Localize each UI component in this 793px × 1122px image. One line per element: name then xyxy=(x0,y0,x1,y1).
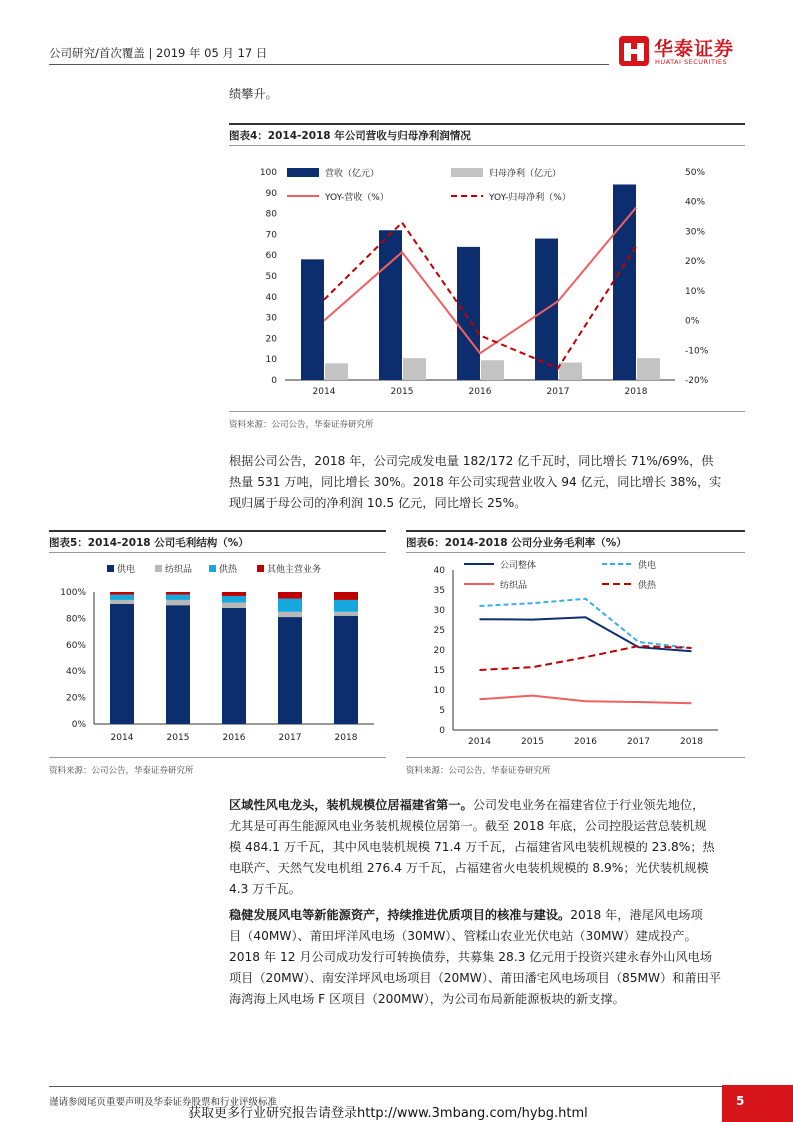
y-tick-label: 10 xyxy=(433,686,445,696)
x-tick-label: 2018 xyxy=(334,733,358,743)
y-right-tick-label: 40% xyxy=(685,197,706,208)
bar-segment xyxy=(110,600,134,604)
x-tick-label: 2016 xyxy=(574,737,597,747)
line-textiles xyxy=(480,696,692,704)
y-left-tick-label: 30 xyxy=(265,313,277,324)
y-left-tick-label: 70 xyxy=(265,230,277,241)
legend-label: 供热 xyxy=(219,565,238,575)
bar-net-profit xyxy=(559,363,582,380)
legend-swatch xyxy=(451,168,483,177)
figure5-chart xyxy=(49,556,386,752)
paragraph-line: 电联产、天然气发电机组 276.4 万千瓦，占福建省火电装机规模的 8.9%；光伏装机规模 xyxy=(229,861,709,875)
y-tick-label: 80% xyxy=(65,614,86,625)
y-left-tick-label: 0 xyxy=(271,376,277,386)
y-tick-label: 100% xyxy=(60,588,86,598)
y-tick-label: 0% xyxy=(71,720,86,730)
y-tick-label: 40% xyxy=(65,667,86,678)
legend-swatch xyxy=(209,565,216,572)
bar-segment xyxy=(334,592,358,600)
y-tick-label: 20% xyxy=(65,693,86,704)
legend-label: 纺织品 xyxy=(500,581,528,591)
bar-segment xyxy=(278,592,302,599)
bar-net-profit xyxy=(481,360,504,380)
figure4-top-rule xyxy=(229,123,745,125)
page-number-badge xyxy=(722,1085,793,1122)
legend-label: 其他主营业务 xyxy=(267,565,322,575)
y-tick-label: 5 xyxy=(439,706,445,716)
bar-segment xyxy=(222,596,246,603)
figure5-bottom-rule xyxy=(49,757,386,758)
header-text: 公司研究/首次覆盖 | 2019 年 05 月 17 日 xyxy=(49,46,268,60)
y-right-tick-label: 0% xyxy=(685,316,700,327)
footer-disclaimer: 谨请参阅尾页重要声明及华泰证券股票和行业评级标准 xyxy=(49,1097,278,1108)
paragraph-line: 2018 年 12 月公司成功发行可转换债券，共募集 28.3 亿元用于投资兴建永春外山风电场 xyxy=(229,950,713,964)
paragraph-revenue xyxy=(229,451,749,514)
bar-segment xyxy=(278,617,302,724)
paragraph-line: 稳健发展风电等新能源资产，持续推进优质项目的核准与建设。2018 年，港尾风电场项 xyxy=(229,908,703,922)
y-left-tick-label: 40 xyxy=(265,292,277,303)
legend-swatch xyxy=(257,565,264,572)
x-tick-label: 2014 xyxy=(312,387,336,397)
y-right-tick-label: 20% xyxy=(685,257,706,268)
bar-segment xyxy=(222,603,246,608)
bar-net-profit xyxy=(325,363,348,380)
y-right-tick-label: 50% xyxy=(685,168,706,178)
y-left-tick-label: 90 xyxy=(265,188,277,199)
paragraph-lead: 稳健发展风电等新能源资产，持续推进优质项目的核准与建设。 xyxy=(229,908,571,922)
legend-swatch xyxy=(107,565,114,572)
x-tick-label: 2016 xyxy=(222,733,246,743)
y-tick-label: 0 xyxy=(439,726,445,736)
figure4-bottom-rule xyxy=(229,411,745,412)
y-right-tick-label: -20% xyxy=(685,376,709,386)
y-right-tick-label: 30% xyxy=(685,227,706,238)
paragraph-line: 海湾海上风电场 F 区项目（200MW），为公司布局新能源板块的新支撑。 xyxy=(229,992,625,1006)
x-tick-label: 2017 xyxy=(278,733,302,743)
figure5-title-rule xyxy=(49,552,386,553)
bar-segment xyxy=(334,612,358,616)
x-tick-label: 2015 xyxy=(521,737,544,747)
legend-label: 供热 xyxy=(638,581,657,591)
y-left-tick-label: 50 xyxy=(265,272,277,282)
paragraph-wind-leader xyxy=(229,795,749,900)
y-tick-label: 30 xyxy=(433,606,445,616)
paragraph-line: 根据公司公告，2018 年，公司完成发电量 182/172 亿千瓦时，同比增长 71%/69%，供 xyxy=(229,454,714,468)
paragraph-line: 现归属于母公司的净利润 10.5 亿元，同比增长 25%。 xyxy=(229,496,527,510)
figure6-title: 图表6：2014-2018 公司分业务毛利率（%） xyxy=(406,537,627,549)
legend-label: 公司整体 xyxy=(500,561,537,571)
x-tick-label: 2017 xyxy=(627,737,650,747)
bar-segment xyxy=(334,600,358,612)
y-tick-label: 40 xyxy=(433,566,445,576)
paragraph-lead: 区域性风电龙头，装机规模位居福建省第一。 xyxy=(229,798,473,812)
bar-revenue xyxy=(613,184,636,380)
paragraph-line: 目（40MW）、莆田坪洋风电场（30MW）、管糅山农业光伏电站（30MW）建成投产。 xyxy=(229,929,697,943)
figure6-top-rule xyxy=(406,530,745,532)
y-left-tick-label: 10 xyxy=(265,355,277,366)
x-tick-label: 2018 xyxy=(624,387,648,397)
y-left-tick-label: 80 xyxy=(265,209,277,220)
bar-net-profit xyxy=(403,358,426,380)
figure4-chart xyxy=(229,150,745,408)
logo-text-cn: 华泰证券 xyxy=(654,38,735,60)
paragraph-line: 项目（20MW）、南安洋坪风电场项目（20MW）、莆田潘宅风电场项目（85MW）和莆田平 xyxy=(229,971,722,985)
y-right-tick-label: -10% xyxy=(685,346,709,357)
paragraph-line: 热量 531 万吨，同比增长 30%。2018 年公司实现营业收入 94 亿元，同比增长 38%，实 xyxy=(229,475,722,489)
header-divider xyxy=(49,64,609,65)
legend-label: 归母净利（亿元） xyxy=(489,169,562,179)
bar-segment xyxy=(222,592,246,596)
legend-swatch xyxy=(155,565,162,572)
figure4-source: 资料来源：公司公告，华泰证券研究所 xyxy=(229,420,374,430)
y-left-tick-label: 100 xyxy=(259,168,277,178)
bar-revenue xyxy=(379,230,402,380)
bar-segment xyxy=(222,608,246,724)
bar-segment xyxy=(110,592,134,595)
paragraph-new-energy xyxy=(229,905,749,1010)
y-tick-label: 35 xyxy=(433,586,445,596)
paragraph-line: 模 484.1 万千瓦，其中风电装机规模 71.4 万千瓦，占福建省风电装机规模的 23.8%；热 xyxy=(229,840,715,854)
y-tick-label: 60% xyxy=(65,640,86,651)
intro-fragment: 绩攀升。 xyxy=(229,87,278,101)
paragraph-line: 区域性风电龙头，装机规模位居福建省第一。公司发电业务在福建省位于行业领先地位， xyxy=(229,798,705,812)
bar-segment xyxy=(278,599,302,612)
y-left-tick-label: 20 xyxy=(265,334,277,345)
bar-segment xyxy=(166,605,190,724)
figure6-title-rule xyxy=(406,552,745,553)
bar-segment xyxy=(166,595,190,600)
page-number: 5 xyxy=(736,1094,745,1108)
logo-text-en: HUATAI SECURITIES xyxy=(655,58,728,66)
figure5-top-rule xyxy=(49,530,386,532)
bar-segment xyxy=(166,600,190,605)
figure5-title: 图表5：2014-2018 公司毛利结构（%） xyxy=(49,537,249,549)
figure6-chart xyxy=(406,556,745,752)
bar-segment xyxy=(334,616,358,724)
x-tick-label: 2018 xyxy=(680,737,703,747)
x-tick-label: 2014 xyxy=(468,737,491,747)
paragraph-line: 尤其是可再生能源风电业务装机规模位居第一。截至 2018 年底，公司控股运营总装机规 xyxy=(229,819,707,833)
y-tick-label: 25 xyxy=(433,626,445,636)
line-power-supply xyxy=(480,599,692,648)
bar-revenue xyxy=(301,259,324,380)
figure4-title: 图表4：2014-2018 年公司营收与归母净利润情况 xyxy=(229,130,471,142)
footer-divider xyxy=(49,1086,722,1087)
legend-label: YOY-归母净利（%） xyxy=(489,193,571,203)
bar-segment xyxy=(278,612,302,617)
bar-segment xyxy=(110,604,134,724)
figure4-title-rule xyxy=(229,145,745,146)
figure6-bottom-rule xyxy=(406,757,745,758)
y-tick-label: 15 xyxy=(433,666,445,676)
x-tick-label: 2017 xyxy=(546,387,570,397)
legend-label: 供电 xyxy=(638,561,657,571)
bar-revenue xyxy=(457,247,480,380)
bar-segment xyxy=(166,592,190,595)
legend-label: 供电 xyxy=(117,565,136,575)
y-left-tick-label: 60 xyxy=(265,251,277,262)
x-tick-label: 2015 xyxy=(390,387,414,397)
logo-mark-icon xyxy=(617,34,651,68)
figure6-source: 资料来源：公司公告，华泰证券研究所 xyxy=(406,766,551,776)
y-right-tick-label: 10% xyxy=(685,286,706,297)
figure5-source: 资料来源：公司公告，华泰证券研究所 xyxy=(49,766,194,776)
legend-swatch xyxy=(287,168,319,177)
x-tick-label: 2015 xyxy=(166,733,190,743)
bar-net-profit xyxy=(637,358,660,380)
footer-link[interactable]: 获取更多行业研究报告请登录http://www.3mbang.com/hybg.html xyxy=(188,1106,588,1121)
y-tick-label: 20 xyxy=(433,646,445,656)
bar-segment xyxy=(110,595,134,600)
legend-label: YOY-营收（%） xyxy=(325,193,389,203)
legend-label: 纺织品 xyxy=(165,565,193,575)
x-tick-label: 2016 xyxy=(468,387,492,397)
paragraph-line: 4.3 万千瓦。 xyxy=(229,882,302,896)
legend-label: 营收（亿元） xyxy=(325,169,380,179)
x-tick-label: 2014 xyxy=(110,733,134,743)
